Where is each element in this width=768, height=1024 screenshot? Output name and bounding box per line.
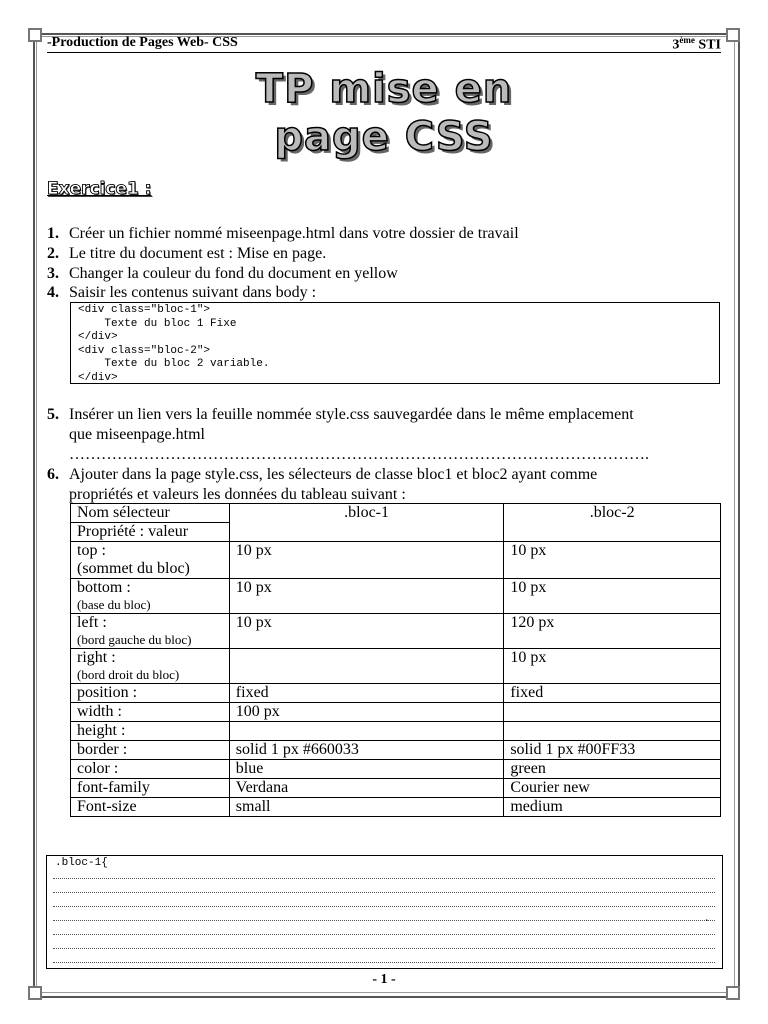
property-name: position : (77, 684, 138, 701)
step-4 (47, 283, 727, 303)
bloc2-value (504, 722, 721, 741)
step-number: 3. (47, 265, 59, 282)
frame-corner-tr (726, 28, 740, 42)
step-2 (47, 244, 727, 264)
dotted-line (53, 962, 715, 963)
property-cell (71, 684, 230, 703)
table-row (71, 684, 721, 703)
property-name: top : (77, 542, 106, 559)
frame-corner-bl (28, 986, 42, 1000)
bloc2-value: 120 px (504, 614, 721, 649)
exercise-heading: Exercice1 : (47, 179, 152, 199)
property-note: (bord gauche du bloc) (77, 632, 192, 647)
page-header (47, 34, 721, 53)
step-number: 1. (47, 225, 59, 242)
property-note: (bord droit du bloc) (77, 667, 180, 682)
table-row (71, 579, 721, 614)
property-cell (71, 760, 230, 779)
bloc1-value (229, 722, 504, 741)
header-selector-label: Nom sélecteur (77, 504, 170, 521)
bloc2-value: solid 1 px #00FF33 (504, 741, 721, 760)
bloc2-value: 10 px (504, 649, 721, 684)
property-name: bottom : (77, 579, 131, 596)
bloc1-value (229, 649, 504, 684)
class-level-name: STI (698, 37, 721, 53)
bloc1-value: 100 px (229, 703, 504, 722)
table-row (71, 614, 721, 649)
property-name: color : (77, 760, 119, 777)
dotted-line (53, 906, 715, 907)
step-1 (47, 224, 727, 244)
step-number: 6. (47, 466, 59, 483)
bloc1-value: small (229, 798, 504, 817)
step-text: Changer la couleur du fond du document en yellow (69, 265, 398, 282)
code-line: Texte du bloc 1 Fixe (78, 317, 237, 330)
table-row (71, 779, 721, 798)
step-text-continued: propriétés et valeurs les données du tableau suivant : (69, 486, 406, 503)
table-row (71, 760, 721, 779)
tp-title-text-1: TP mise en (255, 66, 513, 112)
properties-table (70, 503, 721, 817)
bloc2-value (504, 703, 721, 722)
bloc1-value: blue (229, 760, 504, 779)
header-property-cell: Propriété : valeur (71, 523, 230, 542)
table-row (71, 703, 721, 722)
dotted-line (53, 878, 715, 879)
step-text: Saisir les contenus suivant dans body : (69, 284, 317, 301)
property-cell (71, 703, 230, 722)
property-cell (71, 798, 230, 817)
step-number: 2. (47, 245, 59, 262)
property-name: Font-size (77, 798, 137, 815)
bloc2-value: green (504, 760, 721, 779)
tp-title-line1 (0, 66, 768, 112)
code-line: <div class="bloc-1"> (78, 304, 211, 316)
code-line: <div class="bloc-2"> (78, 344, 211, 357)
dotted-line (53, 948, 715, 949)
frame-corner-br (726, 986, 740, 1000)
class-level-number: 3 (672, 37, 680, 53)
step-text: Insérer un lien vers la feuille nommée style.css sauvegardée dans le même emplacement (69, 406, 634, 423)
bloc2-value: 10 px (504, 579, 721, 614)
tp-title-line2 (0, 114, 768, 160)
code-line: </div> (78, 371, 118, 384)
bloc1-value: fixed (229, 684, 504, 703)
code-line: Texte du bloc 2 variable. (78, 358, 270, 370)
page-number: - 1 - (372, 972, 396, 987)
bloc1-value: 10 px (229, 542, 504, 579)
property-cell (71, 722, 230, 741)
header-bloc1: .bloc-1 (229, 504, 504, 542)
property-name: right : (77, 649, 116, 666)
bloc1-value: 10 px (229, 614, 504, 649)
table-row (71, 542, 721, 579)
property-cell (71, 542, 230, 579)
step-6 (47, 465, 727, 505)
table-body (71, 542, 721, 817)
answer-code-start: .bloc-1{ (55, 857, 108, 869)
property-cell (71, 579, 230, 614)
property-name: height : (77, 722, 126, 739)
header-selector-cell (71, 504, 230, 523)
step-text-continued: que miseenpage.html (69, 426, 205, 443)
table-row (71, 741, 721, 760)
step-5 (47, 405, 727, 465)
bloc1-value: Verdana (229, 779, 504, 798)
property-note: (base du bloc) (77, 597, 151, 612)
table-row (71, 722, 721, 741)
frame-corner-tl (28, 28, 42, 42)
step-number: 4. (47, 284, 59, 301)
class-level (672, 35, 721, 54)
html-code-block (70, 302, 720, 384)
property-name: width : (77, 703, 122, 720)
dotted-line (53, 934, 715, 935)
property-cell (71, 779, 230, 798)
property-note: (sommet du bloc) (77, 560, 190, 577)
property-cell (71, 614, 230, 649)
trailing-mark: . (705, 910, 709, 925)
class-level-superscript: ème (679, 35, 695, 45)
bloc2-value: 10 px (504, 542, 721, 579)
answer-box (46, 855, 723, 969)
bloc1-value: 10 px (229, 579, 504, 614)
dotted-line (53, 920, 715, 921)
bloc1-value: solid 1 px #660033 (229, 741, 504, 760)
step-text: Ajouter dans la page style.css, les sélecteurs de classe bloc1 et bloc2 ayant comme (69, 466, 598, 483)
bloc2-value: fixed (504, 684, 721, 703)
property-cell (71, 649, 230, 684)
bloc2-value: Courier new (504, 779, 721, 798)
dotted-line (53, 892, 715, 893)
property-cell (71, 741, 230, 760)
step-3 (47, 264, 727, 284)
course-title: -Production de Pages Web- CSS (47, 35, 238, 50)
header-bloc2: .bloc-2 (504, 504, 721, 542)
step-text: Le titre du document est : Mise en page. (69, 245, 327, 262)
property-name: border : (77, 741, 128, 758)
step-number: 5. (47, 406, 59, 423)
table-row (71, 798, 721, 817)
table-header-row (71, 504, 721, 523)
code-line: </div> (78, 331, 118, 343)
tp-title-text-2: page CSS (274, 114, 494, 160)
property-name: font-family (77, 779, 150, 796)
property-name: left : (77, 614, 107, 631)
table-row (71, 649, 721, 684)
bloc2-value: medium (504, 798, 721, 817)
step-text: Créer un fichier nommé miseenpage.html dans votre dossier de travail (69, 225, 519, 242)
answer-dotted-line: ………………………………………………………………………………………………. (69, 446, 649, 463)
